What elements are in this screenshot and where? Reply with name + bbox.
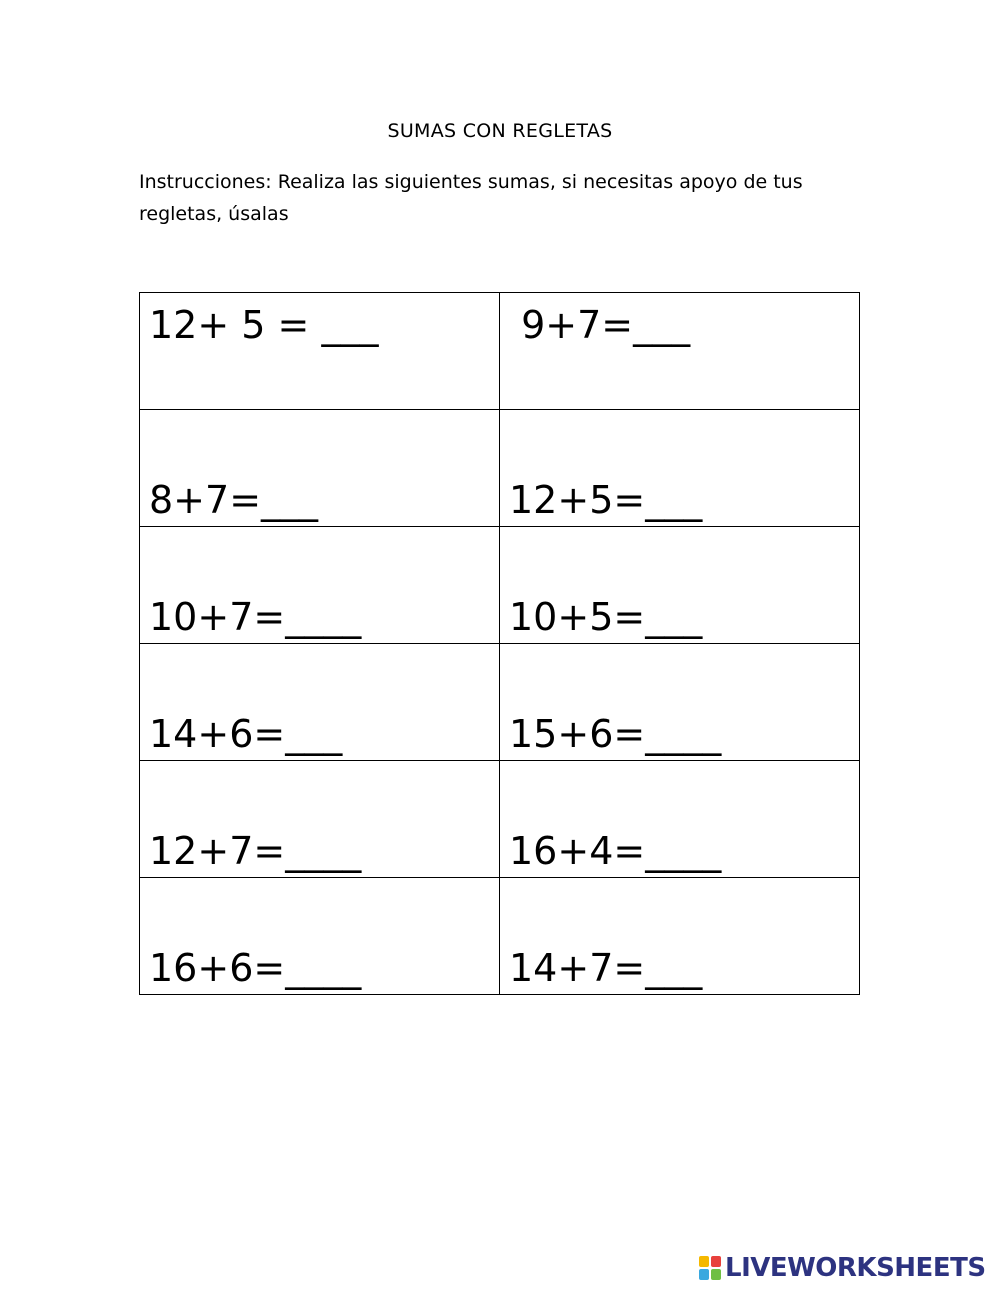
liveworksheets-logo-icon bbox=[698, 1255, 722, 1281]
sum-expression: 16+6=____ bbox=[149, 946, 362, 990]
table-row bbox=[140, 410, 860, 527]
sums-table bbox=[139, 292, 860, 995]
table-row bbox=[140, 527, 860, 644]
sum-cell bbox=[500, 293, 860, 410]
sum-cell bbox=[140, 878, 500, 995]
logo-tile bbox=[711, 1256, 721, 1267]
brand-text: LIVEWORKSHEETS bbox=[725, 1253, 986, 1283]
worksheet-title: SUMAS CON REGLETAS bbox=[387, 120, 613, 142]
sum-expression: 15+6=____ bbox=[509, 712, 722, 756]
table-row bbox=[140, 293, 860, 410]
sum-cell bbox=[500, 644, 860, 761]
instructions-text: Instrucciones: Realiza las siguientes sumas, si necesitas apoyo de tus regletas, úsalas bbox=[139, 171, 803, 225]
sum-cell bbox=[500, 761, 860, 878]
sum-expression: 12+7=____ bbox=[149, 829, 362, 873]
sum-cell bbox=[140, 761, 500, 878]
sum-expression: 12+5=___ bbox=[509, 478, 703, 522]
table-row bbox=[140, 644, 860, 761]
sum-cell bbox=[500, 527, 860, 644]
sum-cell bbox=[500, 410, 860, 527]
sum-cell bbox=[140, 527, 500, 644]
liveworksheets-brand bbox=[698, 1252, 986, 1284]
sum-cell bbox=[140, 644, 500, 761]
sum-expression: 16+4=____ bbox=[509, 829, 722, 873]
sum-cell bbox=[140, 293, 500, 410]
sum-expression: 8+7=___ bbox=[149, 478, 319, 522]
logo-tile bbox=[711, 1269, 721, 1280]
table-row bbox=[140, 761, 860, 878]
logo-tile bbox=[699, 1269, 709, 1280]
sum-expression: 14+7=___ bbox=[509, 946, 703, 990]
sum-expression: 10+5=___ bbox=[509, 595, 703, 639]
sum-cell bbox=[500, 878, 860, 995]
sum-expression: 10+7=____ bbox=[149, 595, 362, 639]
sum-cell bbox=[140, 410, 500, 527]
sum-expression: 14+6=___ bbox=[149, 712, 343, 756]
table-row bbox=[140, 878, 860, 995]
sum-expression: 9+7=___ bbox=[509, 303, 691, 347]
sum-expression: 12+ 5 = ___ bbox=[149, 303, 379, 347]
logo-tile bbox=[699, 1256, 709, 1267]
